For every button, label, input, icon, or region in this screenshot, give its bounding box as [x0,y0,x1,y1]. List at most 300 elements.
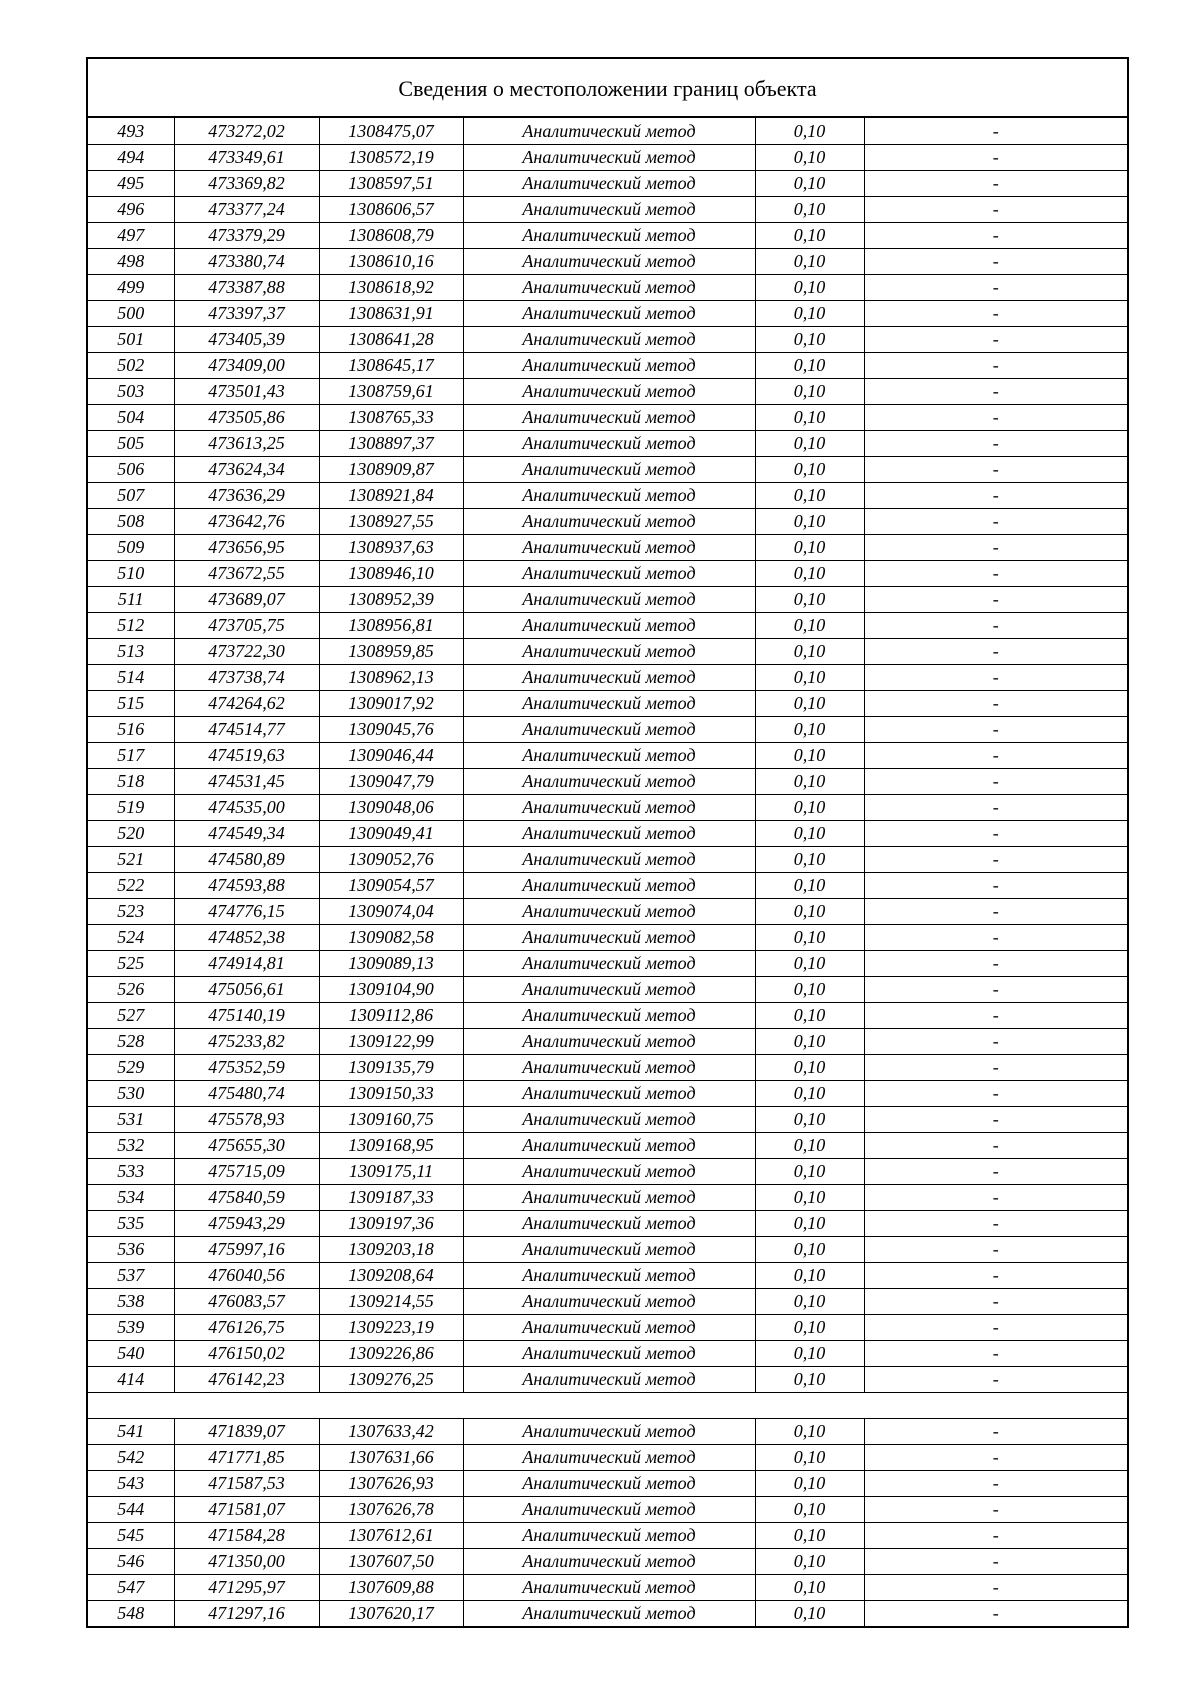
x-coordinate-cell: 471297,16 [174,1600,319,1626]
table-row [88,898,1127,924]
method-cell: Аналитический метод [463,1236,755,1262]
accuracy-cell: 0,10 [755,1600,864,1626]
accuracy-cell: 0,10 [755,222,864,248]
table-row [88,1106,1127,1132]
x-coordinate-cell: 476083,57 [174,1288,319,1314]
point-number-cell: 524 [88,924,174,950]
table-row [88,300,1127,326]
boundary-table-sheet [86,57,1129,1628]
accuracy-cell: 0,10 [755,1496,864,1522]
y-coordinate-cell: 1308608,79 [319,222,463,248]
accuracy-cell: 0,10 [755,924,864,950]
method-cell: Аналитический метод [463,144,755,170]
x-coordinate-cell: 475352,59 [174,1054,319,1080]
x-coordinate-cell: 473642,76 [174,508,319,534]
x-coordinate-cell: 473689,07 [174,586,319,612]
y-coordinate-cell: 1307612,61 [319,1522,463,1548]
accuracy-cell: 0,10 [755,1002,864,1028]
x-coordinate-cell: 473409,00 [174,352,319,378]
accuracy-cell: 0,10 [755,612,864,638]
y-coordinate-cell: 1309112,86 [319,1002,463,1028]
y-coordinate-cell: 1307631,66 [319,1444,463,1470]
table-row [88,690,1127,716]
x-coordinate-cell: 475233,82 [174,1028,319,1054]
accuracy-cell: 0,10 [755,1314,864,1340]
accuracy-cell: 0,10 [755,326,864,352]
x-coordinate-cell: 473387,88 [174,274,319,300]
y-coordinate-cell: 1309047,79 [319,768,463,794]
point-number-cell: 502 [88,352,174,378]
x-coordinate-cell: 474531,45 [174,768,319,794]
x-coordinate-cell: 473397,37 [174,300,319,326]
table-row [88,1054,1127,1080]
accuracy-cell: 0,10 [755,170,864,196]
method-cell: Аналитический метод [463,1600,755,1626]
y-coordinate-cell: 1309160,75 [319,1106,463,1132]
point-number-cell: 536 [88,1236,174,1262]
accuracy-cell: 0,10 [755,768,864,794]
x-coordinate-cell: 473380,74 [174,248,319,274]
method-cell: Аналитический метод [463,326,755,352]
description-cell: - [864,482,1127,508]
x-coordinate-cell: 475480,74 [174,1080,319,1106]
point-number-cell: 504 [88,404,174,430]
x-coordinate-cell: 471587,53 [174,1470,319,1496]
table-row [88,638,1127,664]
y-coordinate-cell: 1308946,10 [319,560,463,586]
description-cell: - [864,976,1127,1002]
accuracy-cell: 0,10 [755,508,864,534]
accuracy-cell: 0,10 [755,742,864,768]
x-coordinate-cell: 474593,88 [174,872,319,898]
accuracy-cell: 0,10 [755,1054,864,1080]
y-coordinate-cell: 1309054,57 [319,872,463,898]
description-cell: - [864,1314,1127,1340]
method-cell: Аналитический метод [463,768,755,794]
point-number-cell: 528 [88,1028,174,1054]
table-row [88,1418,1127,1444]
y-coordinate-cell: 1308618,92 [319,274,463,300]
accuracy-cell: 0,10 [755,560,864,586]
description-cell: - [864,794,1127,820]
method-cell: Аналитический метод [463,378,755,404]
y-coordinate-cell: 1308631,91 [319,300,463,326]
method-cell: Аналитический метод [463,1210,755,1236]
method-cell: Аналитический метод [463,1184,755,1210]
point-number-cell: 538 [88,1288,174,1314]
table-row [88,508,1127,534]
point-number-cell: 539 [88,1314,174,1340]
accuracy-cell: 0,10 [755,586,864,612]
point-number-cell: 545 [88,1522,174,1548]
table-row [88,1496,1127,1522]
x-coordinate-cell: 475997,16 [174,1236,319,1262]
x-coordinate-cell: 473705,75 [174,612,319,638]
table-row [88,1288,1127,1314]
method-cell: Аналитический метод [463,716,755,742]
description-cell: - [864,1418,1127,1444]
description-cell: - [864,1600,1127,1626]
table-row [88,1002,1127,1028]
group-separator-row [88,1392,1127,1418]
method-cell: Аналитический метод [463,1470,755,1496]
y-coordinate-cell: 1308952,39 [319,586,463,612]
point-number-cell: 541 [88,1418,174,1444]
table-row [88,482,1127,508]
accuracy-cell: 0,10 [755,872,864,898]
y-coordinate-cell: 1308759,61 [319,378,463,404]
accuracy-cell: 0,10 [755,820,864,846]
method-cell: Аналитический метод [463,1366,755,1392]
point-number-cell: 514 [88,664,174,690]
point-number-cell: 509 [88,534,174,560]
table-row [88,274,1127,300]
x-coordinate-cell: 473738,74 [174,664,319,690]
y-coordinate-cell: 1307626,78 [319,1496,463,1522]
x-coordinate-cell: 475715,09 [174,1158,319,1184]
method-cell: Аналитический метод [463,196,755,222]
accuracy-cell: 0,10 [755,976,864,1002]
description-cell: - [864,1548,1127,1574]
description-cell: - [864,1158,1127,1184]
table-row [88,586,1127,612]
description-cell: - [864,1002,1127,1028]
table-row [88,560,1127,586]
x-coordinate-cell: 471581,07 [174,1496,319,1522]
description-cell: - [864,300,1127,326]
accuracy-cell: 0,10 [755,846,864,872]
description-cell: - [864,404,1127,430]
accuracy-cell: 0,10 [755,664,864,690]
y-coordinate-cell: 1307607,50 [319,1548,463,1574]
y-coordinate-cell: 1308909,87 [319,456,463,482]
description-cell: - [864,248,1127,274]
table-row [88,534,1127,560]
method-cell: Аналитический метод [463,1288,755,1314]
x-coordinate-cell: 471350,00 [174,1548,319,1574]
description-cell: - [864,326,1127,352]
x-coordinate-cell: 475140,19 [174,1002,319,1028]
point-number-cell: 532 [88,1132,174,1158]
description-cell: - [864,170,1127,196]
y-coordinate-cell: 1308765,33 [319,404,463,430]
x-coordinate-cell: 473722,30 [174,638,319,664]
point-number-cell: 542 [88,1444,174,1470]
table-row [88,872,1127,898]
y-coordinate-cell: 1307609,88 [319,1574,463,1600]
table-row [88,404,1127,430]
x-coordinate-cell: 474535,00 [174,794,319,820]
y-coordinate-cell: 1309049,41 [319,820,463,846]
description-cell: - [864,1132,1127,1158]
y-coordinate-cell: 1309276,25 [319,1366,463,1392]
method-cell: Аналитический метод [463,1522,755,1548]
table-row [88,1184,1127,1210]
table-row [88,1080,1127,1106]
method-cell: Аналитический метод [463,482,755,508]
y-coordinate-cell: 1309045,76 [319,716,463,742]
x-coordinate-cell: 474852,38 [174,924,319,950]
table-row [88,1340,1127,1366]
y-coordinate-cell: 1309104,90 [319,976,463,1002]
description-cell: - [864,1028,1127,1054]
method-cell: Аналитический метод [463,742,755,768]
page-title: Сведения о местоположении границ объекта [88,59,1127,118]
point-number-cell: 518 [88,768,174,794]
method-cell: Аналитический метод [463,794,755,820]
method-cell: Аналитический метод [463,1132,755,1158]
y-coordinate-cell: 1309197,36 [319,1210,463,1236]
point-number-cell: 510 [88,560,174,586]
accuracy-cell: 0,10 [755,1444,864,1470]
table-row [88,118,1127,144]
y-coordinate-cell: 1309150,33 [319,1080,463,1106]
x-coordinate-cell: 473379,29 [174,222,319,248]
y-coordinate-cell: 1309052,76 [319,846,463,872]
accuracy-cell: 0,10 [755,1470,864,1496]
x-coordinate-cell: 473501,43 [174,378,319,404]
y-coordinate-cell: 1308959,85 [319,638,463,664]
table-row [88,430,1127,456]
description-cell: - [864,1054,1127,1080]
accuracy-cell: 0,10 [755,794,864,820]
point-number-cell: 506 [88,456,174,482]
x-coordinate-cell: 476142,23 [174,1366,319,1392]
x-coordinate-cell: 471584,28 [174,1522,319,1548]
x-coordinate-cell: 475578,93 [174,1106,319,1132]
y-coordinate-cell: 1308956,81 [319,612,463,638]
point-number-cell: 543 [88,1470,174,1496]
point-number-cell: 537 [88,1262,174,1288]
accuracy-cell: 0,10 [755,248,864,274]
point-number-cell: 547 [88,1574,174,1600]
table-row [88,924,1127,950]
description-cell: - [864,1080,1127,1106]
point-number-cell: 540 [88,1340,174,1366]
point-number-cell: 517 [88,742,174,768]
accuracy-cell: 0,10 [755,1184,864,1210]
accuracy-cell: 0,10 [755,1210,864,1236]
method-cell: Аналитический метод [463,118,755,144]
x-coordinate-cell: 474776,15 [174,898,319,924]
point-number-cell: 513 [88,638,174,664]
x-coordinate-cell: 474514,77 [174,716,319,742]
x-coordinate-cell: 474549,34 [174,820,319,846]
accuracy-cell: 0,10 [755,456,864,482]
table-row [88,716,1127,742]
method-cell: Аналитический метод [463,612,755,638]
group-separator-cell [88,1392,1127,1418]
accuracy-cell: 0,10 [755,430,864,456]
method-cell: Аналитический метод [463,1314,755,1340]
description-cell: - [864,898,1127,924]
accuracy-cell: 0,10 [755,950,864,976]
description-cell: - [864,872,1127,898]
y-coordinate-cell: 1309168,95 [319,1132,463,1158]
table-row [88,1210,1127,1236]
description-cell: - [864,222,1127,248]
method-cell: Аналитический метод [463,560,755,586]
x-coordinate-cell: 473349,61 [174,144,319,170]
x-coordinate-cell: 473369,82 [174,170,319,196]
table-row [88,820,1127,846]
description-cell: - [864,612,1127,638]
table-row [88,664,1127,690]
description-cell: - [864,144,1127,170]
point-number-cell: 530 [88,1080,174,1106]
table-row [88,1314,1127,1340]
description-cell: - [864,846,1127,872]
point-number-cell: 522 [88,872,174,898]
table-row [88,950,1127,976]
y-coordinate-cell: 1309135,79 [319,1054,463,1080]
accuracy-cell: 0,10 [755,1158,864,1184]
method-cell: Аналитический метод [463,664,755,690]
x-coordinate-cell: 474580,89 [174,846,319,872]
method-cell: Аналитический метод [463,1496,755,1522]
table-row [88,1028,1127,1054]
y-coordinate-cell: 1308645,17 [319,352,463,378]
table-row [88,794,1127,820]
x-coordinate-cell: 475056,61 [174,976,319,1002]
accuracy-cell: 0,10 [755,1288,864,1314]
method-cell: Аналитический метод [463,1262,755,1288]
description-cell: - [864,118,1127,144]
point-number-cell: 531 [88,1106,174,1132]
table-row [88,976,1127,1002]
description-cell: - [864,638,1127,664]
method-cell: Аналитический метод [463,508,755,534]
accuracy-cell: 0,10 [755,1366,864,1392]
accuracy-cell: 0,10 [755,274,864,300]
point-number-cell: 505 [88,430,174,456]
y-coordinate-cell: 1308572,19 [319,144,463,170]
y-coordinate-cell: 1308641,28 [319,326,463,352]
point-number-cell: 533 [88,1158,174,1184]
point-number-cell: 414 [88,1366,174,1392]
description-cell: - [864,716,1127,742]
method-cell: Аналитический метод [463,820,755,846]
accuracy-cell: 0,10 [755,1236,864,1262]
method-cell: Аналитический метод [463,534,755,560]
point-number-cell: 511 [88,586,174,612]
description-cell: - [864,768,1127,794]
y-coordinate-cell: 1309017,92 [319,690,463,716]
point-number-cell: 508 [88,508,174,534]
y-coordinate-cell: 1309082,58 [319,924,463,950]
accuracy-cell: 0,10 [755,1574,864,1600]
y-coordinate-cell: 1308610,16 [319,248,463,274]
description-cell: - [864,196,1127,222]
description-cell: - [864,1236,1127,1262]
accuracy-cell: 0,10 [755,1548,864,1574]
description-cell: - [864,1522,1127,1548]
point-number-cell: 493 [117,120,145,141]
accuracy-cell: 0,10 [755,716,864,742]
method-cell: Аналитический метод [463,898,755,924]
description-cell: - [864,508,1127,534]
table-row [88,846,1127,872]
method-cell: Аналитический метод [463,1548,755,1574]
y-coordinate-cell: 1307633,42 [319,1418,463,1444]
description-cell: - [864,560,1127,586]
description-cell: - [864,1184,1127,1210]
point-number-cell: 544 [88,1496,174,1522]
point-number-cell: 521 [88,846,174,872]
table-row [88,1600,1127,1626]
y-coordinate-cell: 1307626,93 [319,1470,463,1496]
x-coordinate-cell: 474264,62 [174,690,319,716]
description-cell: - [864,664,1127,690]
description-cell: - [864,274,1127,300]
method-cell: Аналитический метод [463,846,755,872]
accuracy-cell: 0,10 [755,1262,864,1288]
description-cell: - [864,1444,1127,1470]
x-coordinate-cell: 471295,97 [174,1574,319,1600]
accuracy-cell: 0,10 [755,1418,864,1444]
point-number-cell: 495 [88,170,174,196]
method-cell: Аналитический метод [463,248,755,274]
x-coordinate-cell: 473613,25 [174,430,319,456]
x-coordinate-cell: 475943,29 [174,1210,319,1236]
table-row [88,1522,1127,1548]
accuracy-cell: 0,10 [755,144,864,170]
point-number-cell: 520 [88,820,174,846]
y-coordinate-cell: 1308597,51 [319,170,463,196]
y-coordinate-cell: 1308927,55 [319,508,463,534]
table-row [88,1444,1127,1470]
description-cell: - [864,924,1127,950]
point-number-cell: 512 [88,612,174,638]
accuracy-cell: 0,10 [755,690,864,716]
x-coordinate-cell: 473636,29 [174,482,319,508]
method-cell: Аналитический метод [463,1054,755,1080]
table-row [88,768,1127,794]
y-coordinate-cell: 1308897,37 [319,430,463,456]
description-cell: - [864,1574,1127,1600]
point-number-cell: 523 [88,898,174,924]
accuracy-cell: 0,10 [755,300,864,326]
method-cell: Аналитический метод [463,638,755,664]
accuracy-cell: 0,10 [755,196,864,222]
point-number-cell: 497 [88,222,174,248]
point-number-cell: 525 [88,950,174,976]
table-row [88,1470,1127,1496]
method-cell: Аналитический метод [463,976,755,1002]
accuracy-cell: 0,10 [755,1340,864,1366]
description-cell: - [864,1470,1127,1496]
accuracy-cell: 0,10 [755,898,864,924]
x-coordinate-cell: 473272,02 [174,118,319,144]
method-cell: Аналитический метод [463,274,755,300]
method-cell: Аналитический метод [463,300,755,326]
description-cell: - [864,1210,1127,1236]
accuracy-cell: 0,10 [755,1080,864,1106]
method-cell: Аналитический метод [463,352,755,378]
x-coordinate-cell: 471771,85 [174,1444,319,1470]
table-row [88,612,1127,638]
description-cell: - [864,456,1127,482]
point-number-cell: 516 [88,716,174,742]
method-cell: Аналитический метод [463,1418,755,1444]
method-cell: Аналитический метод [463,690,755,716]
accuracy-cell: 0,10 [755,1106,864,1132]
y-coordinate-cell: 1309208,64 [319,1262,463,1288]
x-coordinate-cell: 473405,39 [174,326,319,352]
y-coordinate-cell: 1309074,04 [319,898,463,924]
table-row [88,326,1127,352]
description-cell: - [864,1366,1127,1392]
